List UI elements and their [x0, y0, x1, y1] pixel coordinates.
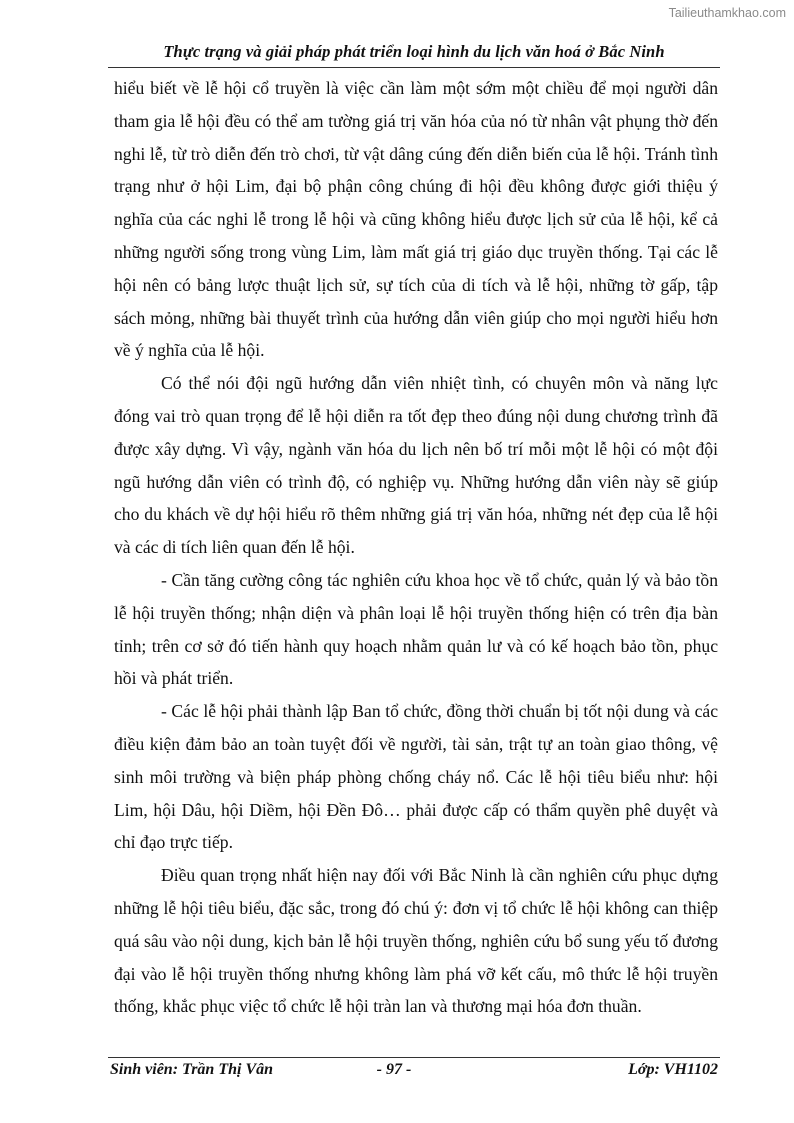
footer-page-number: - 97 -: [376, 1061, 412, 1078]
paragraph-1: hiểu biết về lễ hội cổ truyền là việc cần làm một sớm một chiều để mọi người dân tham gia lễ hội đều có thể am tường giá trị văn hóa của nó từ nhân vật phụng thờ đến nghi lễ, từ trò diễn đến trò chơi, từ vật dâng cúng đến diễn biến của lễ hội. Tránh tình trạng như ở hội Lim, đại bộ phận công chúng đi hội đều không được giới thiệu ý nghĩa của các nghi lễ trong lễ hội và cũng không hiểu được lịch sử của lễ hội, kể cả những người sống trong vùng Lim, làm mất giá trị giáo dục truyền thống. Tại các lễ hội nên có bảng lược thuật lịch sử, sự tích của di tích và lễ hội, những tờ gấp, tập sách mỏng, những bài thuyết trình của hướng dẫn viên giúp cho mọi người hiểu hơn về ý nghĩa của lễ hội.: [114, 78, 718, 361]
header-divider: [108, 67, 720, 68]
paragraph-5: Điều quan trọng nhất hiện nay đối với Bắc Ninh là cần nghiên cứu phục dựng những lễ hội tiêu biểu, đặc sắc, trong đó chú ý: đơn vị tổ chức lễ hội không can thiệp quá sâu vào nội dung, kịch bản lễ hội truyền thống, nghiên cứu bổ sung yếu tố đương đại vào lễ hội truyền thống nhưng không làm phá vỡ kết cấu, mô thức lễ hội truyền thống, khắc phục việc tổ chức lễ hội tràn lan và thương mại hóa đơn thuần.: [114, 865, 718, 1017]
page-footer: [108, 1061, 720, 1085]
watermark-text: Tailieuthamkhao.com: [668, 6, 786, 20]
paragraph-2: Có thể nói đội ngũ hướng dẫn viên nhiệt tình, có chuyên môn và năng lực đóng vai trò quan trọng để lễ hội diễn ra tốt đẹp theo đúng nội dung chương trình đã được xây dựng. Vì vậy, ngành văn hóa du lịch nên bố trí mỗi một lễ hội có một đội ngũ hướng dẫn viên có trình độ, có nghiệp vụ. Những hướng dẫn viên này sẽ giúp cho du khách về dự hội hiểu rõ thêm những giá trị văn hóa, những nét đẹp của lễ hội và các di tích liên quan đến lễ hội.: [114, 373, 718, 558]
page-body: [114, 72, 718, 1023]
paragraph-3: - Cần tăng cường công tác nghiên cứu khoa học về tổ chức, quản lý và bảo tồn lễ hội truyền thống; nhận diện và phân loại lễ hội truyền thống hiện có trên địa bàn tỉnh; trên cơ sở đó tiến hành quy hoạch nhằm quản lư và có kế hoạch bảo tồn, phục hồi và phát triển.: [114, 569, 718, 689]
running-header: Thực trạng và giải pháp phát triển loại hình du lịch văn hoá ở Bắc Ninh: [163, 42, 665, 61]
paragraph-4: - Các lễ hội phải thành lập Ban tổ chức, đồng thời chuẩn bị tốt nội dung và các điều kiện đảm bảo an toàn tuyệt đối về người, tài sản, trật tự an toàn giao thông, vệ sinh môi trường và biện pháp phòng chống cháy nổ. Các lễ hội tiêu biểu như: hội Lim, hội Dâu, hội Diềm, hội Đền Đô… phải được cấp có thẩm quyền phê duyệt và chỉ đạo trực tiếp.: [114, 701, 718, 853]
footer-class: Lớp: VH1102: [628, 1061, 718, 1078]
footer-divider: [108, 1057, 720, 1058]
footer-student: Sinh viên: Trần Thị Vân: [110, 1061, 274, 1078]
